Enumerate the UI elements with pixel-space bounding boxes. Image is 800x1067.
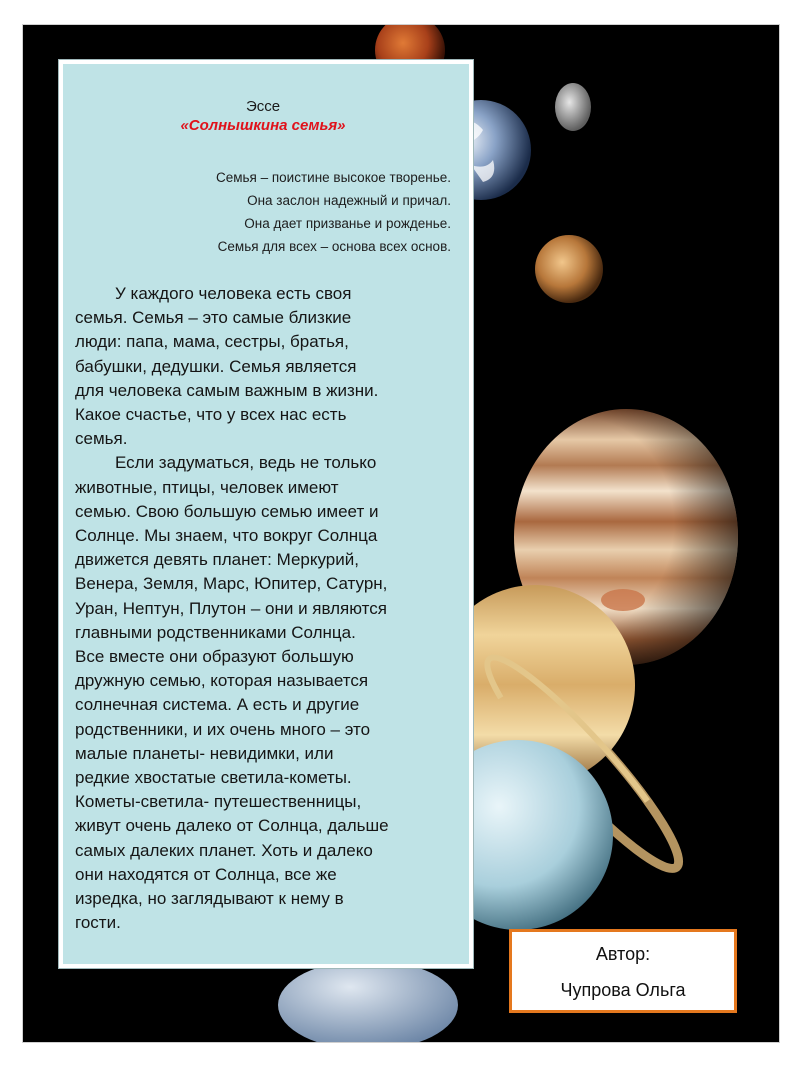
author-label: Автор:	[595, 944, 651, 964]
body-line: солнечная система. А есть и другие	[75, 695, 360, 715]
body-line: семья.	[75, 429, 128, 449]
body-line: родственники, и их очень много – это	[75, 719, 371, 739]
body-line: семью. Свою большую семью имеет и	[75, 501, 379, 521]
slide	[22, 24, 780, 1043]
body-line: малые планеты- невидимки, или	[75, 743, 334, 763]
epigraph-line: Она заслон надежный и причал.	[247, 193, 451, 208]
epigraph	[75, 166, 451, 258]
body-line: Венера, Земля, Марс, Юпитер, Сатурн,	[75, 574, 388, 594]
epigraph-line: Она дает призванье и рожденье.	[244, 216, 451, 231]
body-line: редкие хвостатые светила-кометы.	[75, 768, 352, 788]
body-line: Уран, Нептун, Плутон – они и являются	[75, 598, 387, 618]
body-line: они находятся от Солнца, все же	[75, 864, 337, 884]
body-line: У каждого человека есть своя	[115, 284, 352, 303]
body-line: движется девять планет: Меркурий,	[75, 550, 359, 570]
essay-panel	[59, 60, 473, 968]
author-box	[509, 929, 737, 1013]
body-line: Какое счастье, что у всех нас есть	[75, 405, 347, 425]
body-line: Если задуматься, ведь не только	[115, 453, 377, 473]
body-line: изредка, но заглядывают к нему в	[75, 889, 344, 909]
moon	[555, 83, 591, 131]
body-line: гости.	[75, 913, 121, 933]
author-name: Чупрова Ольга	[560, 980, 686, 1000]
epigraph-line: Семья – поистине высокое творенье.	[215, 170, 451, 185]
body-line: животные, птицы, человек имеют	[75, 477, 339, 497]
essay-body	[75, 282, 451, 935]
body-line: главными родственниками Солнца.	[75, 622, 356, 642]
essay-title: «Солнышкина семья»	[180, 117, 346, 134]
body-line: самых далеких планет. Хоть и далеко	[75, 840, 373, 860]
essay-label: Эссе	[245, 98, 281, 115]
body-line: люди: папа, мама, сестры, братья,	[75, 332, 349, 352]
body-line: дружную семью, которая называется	[75, 671, 369, 691]
body-line: Кометы-светила- путешественницы,	[75, 792, 362, 812]
body-line: для человека самым важным в жизни.	[75, 380, 379, 400]
body-line: бабушки, дедушки. Семья является	[75, 356, 357, 376]
epigraph-line: Семья для всех – основа всех основ.	[217, 239, 451, 254]
body-line: семья. Семья – это самые близкие	[75, 308, 352, 328]
body-line: Солнце. Мы знаем, что вокруг Солнца	[75, 526, 378, 546]
mars-planet	[535, 235, 603, 303]
body-line: Все вместе они образуют большую	[75, 647, 354, 667]
body-line: живут очень далеко от Солнца, дальше	[75, 816, 389, 836]
